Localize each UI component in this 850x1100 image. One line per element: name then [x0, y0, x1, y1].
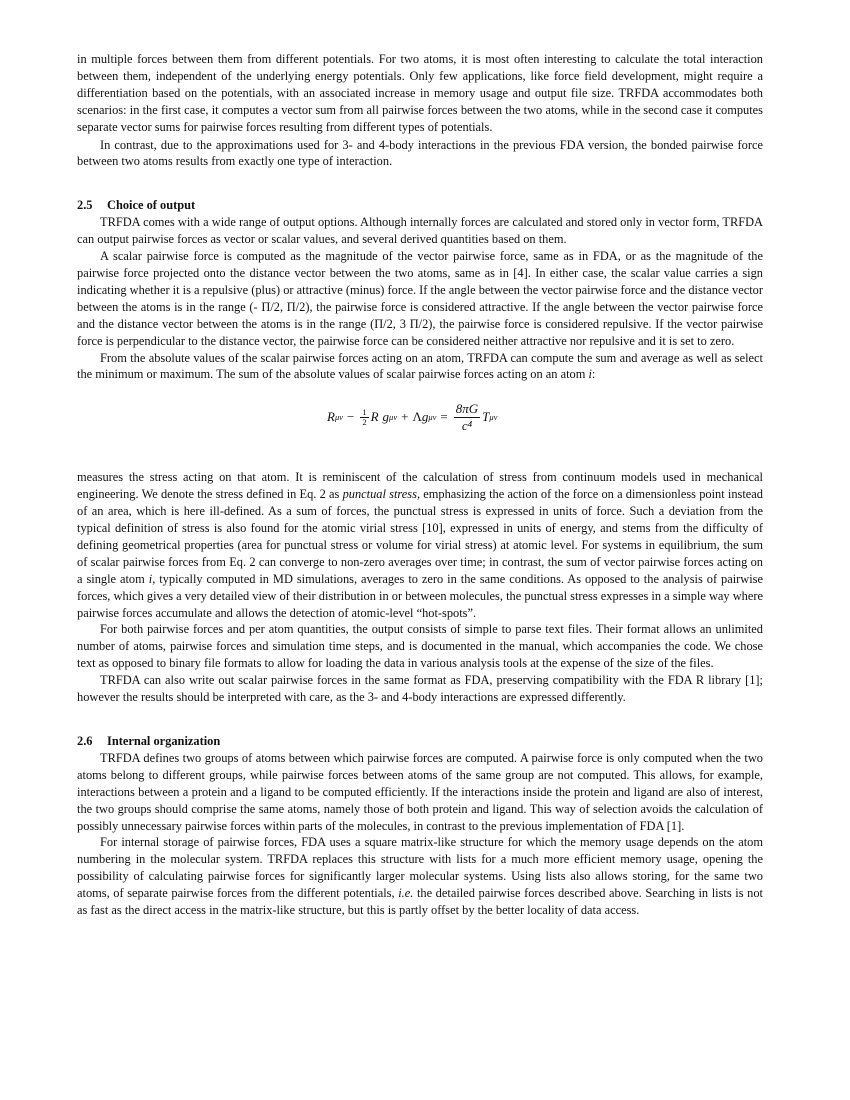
output-paragraph-4	[77, 469, 763, 621]
paragraph-text: , typically computed in MD simulations, averages to zero in the same conditions. As opposed to the analysis of pairwise forces, which gives a very detailed view of their distribution in or between molecules, the punctual stress expresses in a simple way where pairwise forces accumulate and allows the detection of atomic-level “hot-spots”.	[77, 571, 764, 620]
eq-half-fraction	[360, 408, 368, 427]
eq-scalar-R: R	[370, 409, 379, 425]
paragraph-end: :	[591, 367, 596, 382]
organization-paragraph-2	[77, 834, 763, 919]
equation-block	[77, 399, 763, 447]
paper-page	[77, 51, 763, 919]
eq-plus: +	[401, 409, 409, 425]
variable-i: i	[148, 571, 153, 586]
output-paragraph-2: A scalar pairwise force is computed as the magnitude of the vector pairwise force, same as in FDA, or as the magnitude of the pairwise force projected onto the distance vector between the two atoms, same as in [4]. In either case, the scalar value carries a sign indicating whether it is a repulsive (plus) or attractive (minus) force. If the angle between the vector pairwise force and the distance vector between the atoms is in the range (- Π/2, Π/2), the pairwise force is considered attractive. If the angle between the vector pairwise force and the distance vector between the atoms is in the range (Π/2, 3 Π/2), the pairwise force is considered repulsive. If the vector pairwise force is perpendicular to the distance vector, the pairwise force can be considered neither attractive nor repulsive and it is set to zero.	[77, 249, 763, 348]
output-paragraph-3	[77, 350, 763, 384]
eq-metric-g: g	[421, 409, 429, 425]
paragraph-text: the detailed pairwise forces described above. Searching in lists is not as fast as the direct access in the matrix-like structure, but this is partly offset by the better locality of data access.	[77, 886, 763, 918]
section-number: 2.6	[77, 734, 93, 748]
intro-paragraph-2: In contrast, due to the approximations used for 3- and 4-body interactions in the previous FDA version, the bonded pairwise force between two atoms results from exactly one type of interaction.	[77, 137, 763, 169]
intro-paragraph-1: in multiple forces between them from different potentials. For two atoms, it is most often interesting to calculate the total interaction between them, independent of the underlying energy potentials. Only few applications, like force field development, might require a differentiation based on the potentials, with an associated increase in memory usage and output file size. TRFDA accommodates both scenarios: in the first case, it computes a vector sum from all pairwise forces between the two atoms, while in the second case it computes separate vector sums for pairwise forces resulting from different types of potentials.	[77, 52, 763, 134]
eq-metric-g: g	[382, 409, 390, 425]
section-heading-2-5	[77, 197, 763, 214]
variable-i: i	[588, 367, 592, 382]
paragraph-text: For internal storage of pairwise forces, FDA uses a square matrix-like structure for which the memory usage depends on the atom numbering in the molecular system. TRFDA replaces this structure with lists for a much more efficient memory usage, opening the possibility of calculating pairwise forces for significantly larger molecular systems. Using lists also allows storing, for the same two atoms, of separate pairwise forces from the different potentials,	[77, 835, 763, 901]
term-ie: i.e.	[398, 886, 414, 901]
organization-paragraph-1: TRFDA defines two groups of atoms between which pairwise forces are computed. A pairwise force is only computed when the two atoms belong to different groups, while pairwise forces between atoms of the same group are not computed. This allows, for example, interactions between a protein and a ligand to be computed efficiently. If the interactions inside the protein and ligand are also of interest, the two groups should comprise the same atoms, namely those of both protein and ligand. This way of selection avoids the calculation of possibly unnecessary pairwise forces within parts of the molecules, in contrast to the previous implementation of FDA [1].	[77, 750, 763, 833]
eq-minus: −	[347, 409, 355, 425]
eq-lambda: Λ	[412, 409, 422, 425]
eq-fraction	[454, 401, 480, 434]
output-paragraph-6: TRFDA can also write out scalar pairwise forces in the same format as FDA, preserving compatibility with the FDA R library [1]; however the results should be interpreted with care, as the 3- and 4-body interactions are expressed differently.	[77, 673, 763, 705]
eq-ricci-R: R	[327, 409, 335, 425]
eq-equals: =	[440, 409, 448, 425]
paragraph-text: , emphasizing the action of the force on a dimensionless point instead of an area, which is here ill-defined. As a sum of forces, the punctual stress is expressed in units of force. Such a deviation from the typical definition of stress is also found for the atomic virial stress [10], expressed in units of energy, and stems from the difficulty of defining geometrical properties (area for punctual stress or volume for virial stress) at atomic level. For systems in equilibrium, the sum of scalar pairwise forces from Eq. 2 can converge to non-zero averages over time; in contrast, the sum of vector pairwise forces acting on a single atom	[77, 487, 763, 586]
eq-denominator: c⁴	[461, 418, 473, 434]
eq-sub: μν	[334, 412, 343, 423]
section-title: Internal organization	[107, 734, 221, 748]
eq-tensor-T: T	[482, 409, 490, 425]
eq-half-num: 1	[362, 407, 367, 418]
section-number: 2.5	[77, 198, 93, 213]
output-paragraph-1: TRFDA comes with a wide range of output options. Although internally forces are calculated and stored only in vector form, TRFDA can output pairwise forces as vector or scalar values, and several derived quantities based on them.	[77, 215, 763, 247]
eq-sub: μν	[389, 412, 398, 423]
output-paragraph-5: For both pairwise forces and per atom quantities, the output consists of simple to parse text files. Their format allows an unlimited number of atoms, pairwise forces and simulation time steps, and is documented in the manual, which accompanies the code. We chose text as opposed to binary file formats to allow for loading the data in various analysis tools at the expense of the size of the files.	[77, 622, 763, 671]
term-punctual-stress: punctual stress	[342, 487, 417, 502]
eq-numerator: 8πG	[455, 401, 479, 417]
section-title: Choice of output	[107, 198, 196, 213]
eq-half-den: 2	[362, 417, 367, 428]
paragraph-text: measures the stress acting on that atom. It is reminiscent of the calculation of stress from continuum models used in mechanical engineering. We denote the stress defined in Eq. 2 as	[77, 470, 763, 502]
eq-sub: μν	[489, 412, 498, 423]
einstein-equation	[327, 401, 497, 434]
eq-sub: μν	[428, 412, 437, 423]
paragraph-text: From the absolute values of the scalar pairwise forces acting on an atom, TRFDA can compute the sum and average as well as select the minimum or maximum. The sum of the absolute values of scalar pairwise forces acting on an atom	[77, 350, 763, 382]
section-heading-2-6	[77, 733, 763, 750]
